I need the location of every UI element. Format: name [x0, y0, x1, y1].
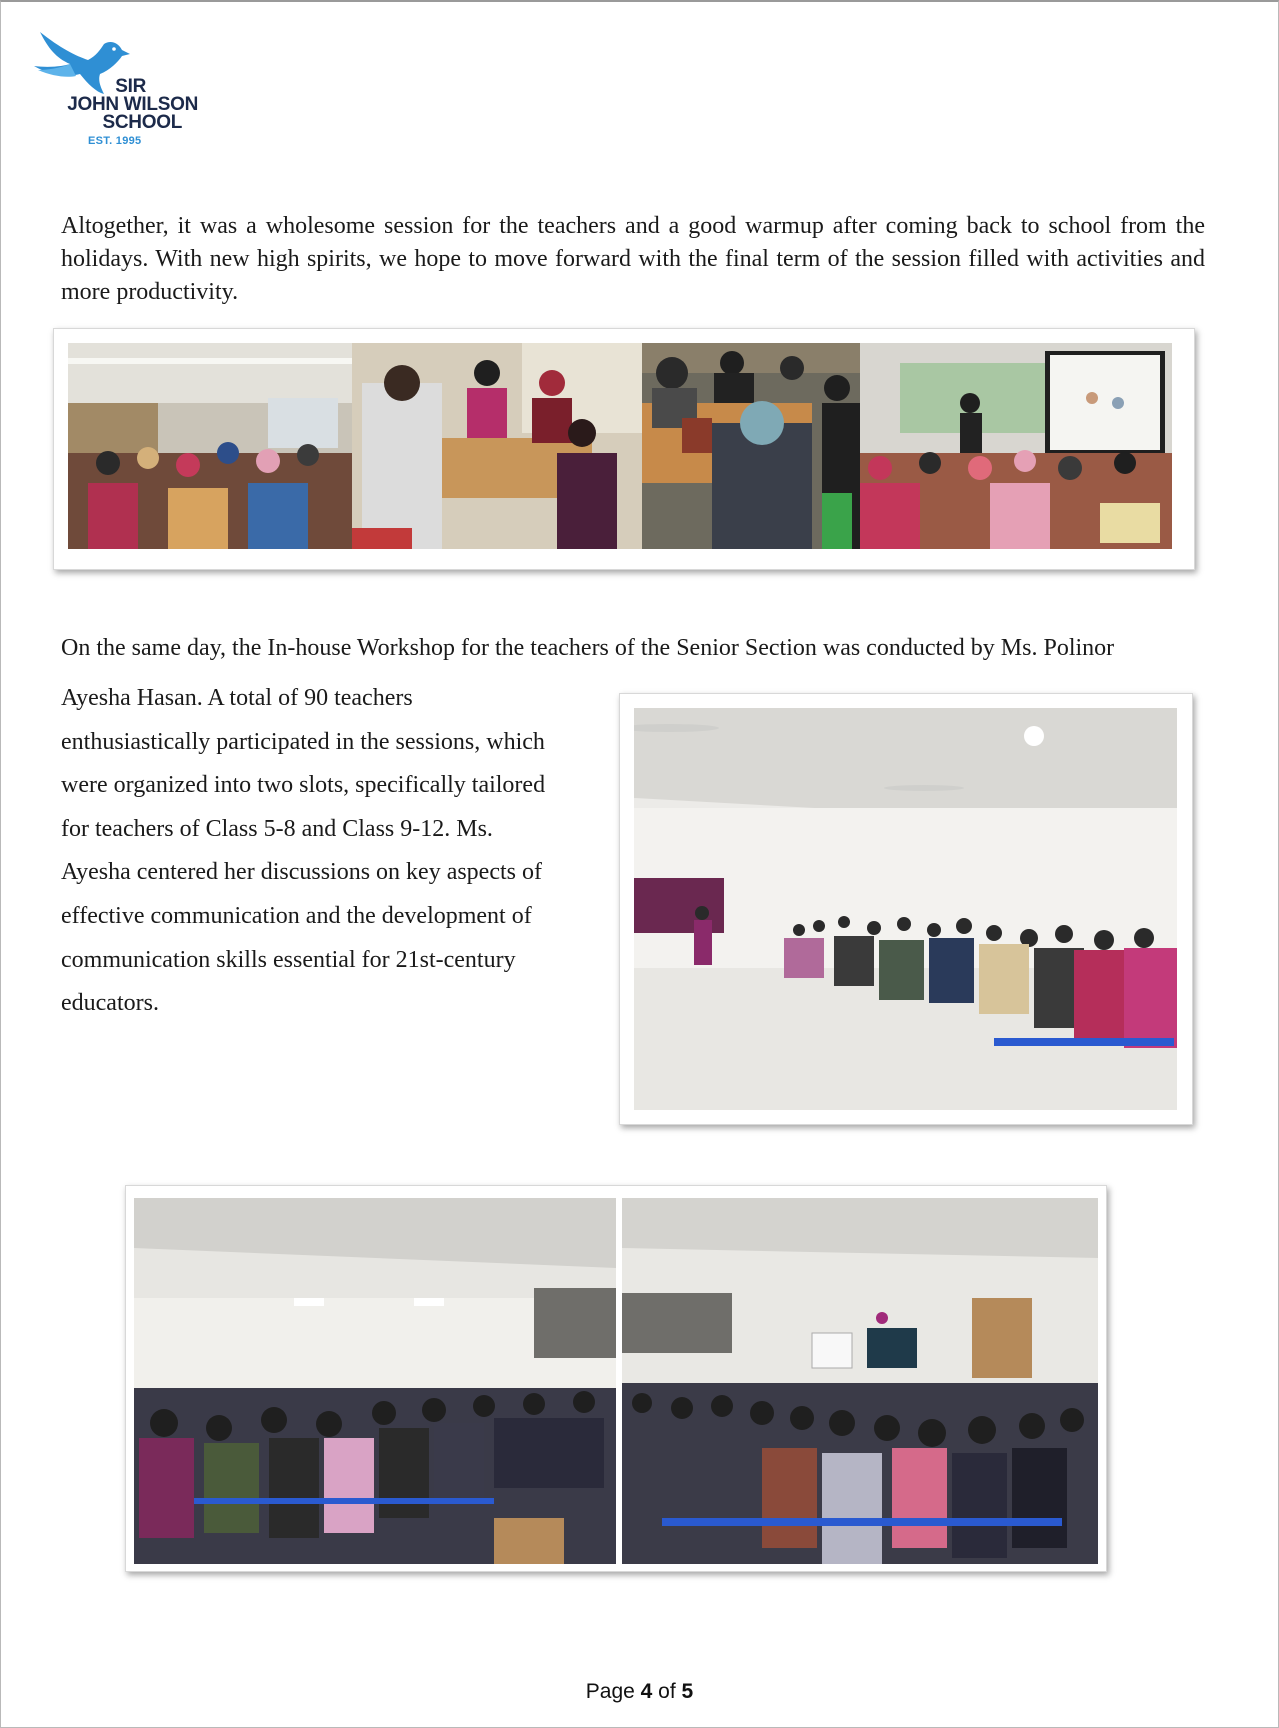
logo-line-sir: SIR: [115, 76, 146, 97]
paragraph-line: Ayesha centered her discussions on key aspects of: [61, 859, 542, 886]
paragraph-line: were organized into two slots, specifically tailored: [61, 772, 546, 799]
logo-wordmark: [48, 78, 198, 132]
logo-line-john-wilson: JOHN WILSON: [67, 94, 198, 115]
current-page-number: 4: [640, 1680, 653, 1703]
paragraph-warmup-summary: Altogether, it was a wholesome session for the teachers and a good warmup after coming back to school from the holidays. With new high spirits, we hope to move forward with the final term of the session filled with activities and more productivity.: [61, 213, 1205, 305]
page-label: Page: [585, 1680, 641, 1703]
logo-established: EST. 1995: [88, 135, 142, 147]
photo-workshop-hall: [634, 708, 1177, 1110]
photo-group-discussion-table: [352, 343, 642, 549]
paragraph-line: for teachers of Class 5-8 and Class 9-12. Ms.: [61, 815, 493, 842]
page-of-label: of: [652, 1680, 682, 1703]
school-logo: [30, 28, 200, 153]
paragraph-line: effective communication and the development of: [61, 902, 532, 929]
photo-collage-bottom-frame: [125, 1185, 1107, 1572]
photo-audience-right: [622, 1198, 1098, 1564]
paragraph-line: enthusiastically participated in the sessions, which: [61, 728, 545, 755]
total-pages-number: 5: [681, 1680, 694, 1703]
photo-audience-left: [134, 1198, 616, 1564]
photo-presentation-screen: [860, 343, 1172, 549]
paragraph-workshop-intro: On the same day, the In-house Workshop for the teachers of the Senior Section was conducted by Ms. Polinor: [61, 635, 1115, 661]
photo-library-session: [68, 343, 352, 549]
paragraph-line: communication skills essential for 21st-century: [61, 946, 516, 973]
photo-workshop-hall-frame: [619, 693, 1193, 1125]
photo-collage-top-frame: [53, 328, 1195, 570]
page-number-footer: [0, 1680, 1279, 1704]
logo-line-school: SCHOOL: [102, 112, 182, 133]
paragraph-workshop-details: [61, 677, 601, 1026]
paragraph-line: educators.: [61, 990, 159, 1017]
paragraph-line: Ayesha Hasan. A total of 90 teachers: [61, 685, 413, 711]
photo-small-group-meeting: [642, 343, 860, 549]
